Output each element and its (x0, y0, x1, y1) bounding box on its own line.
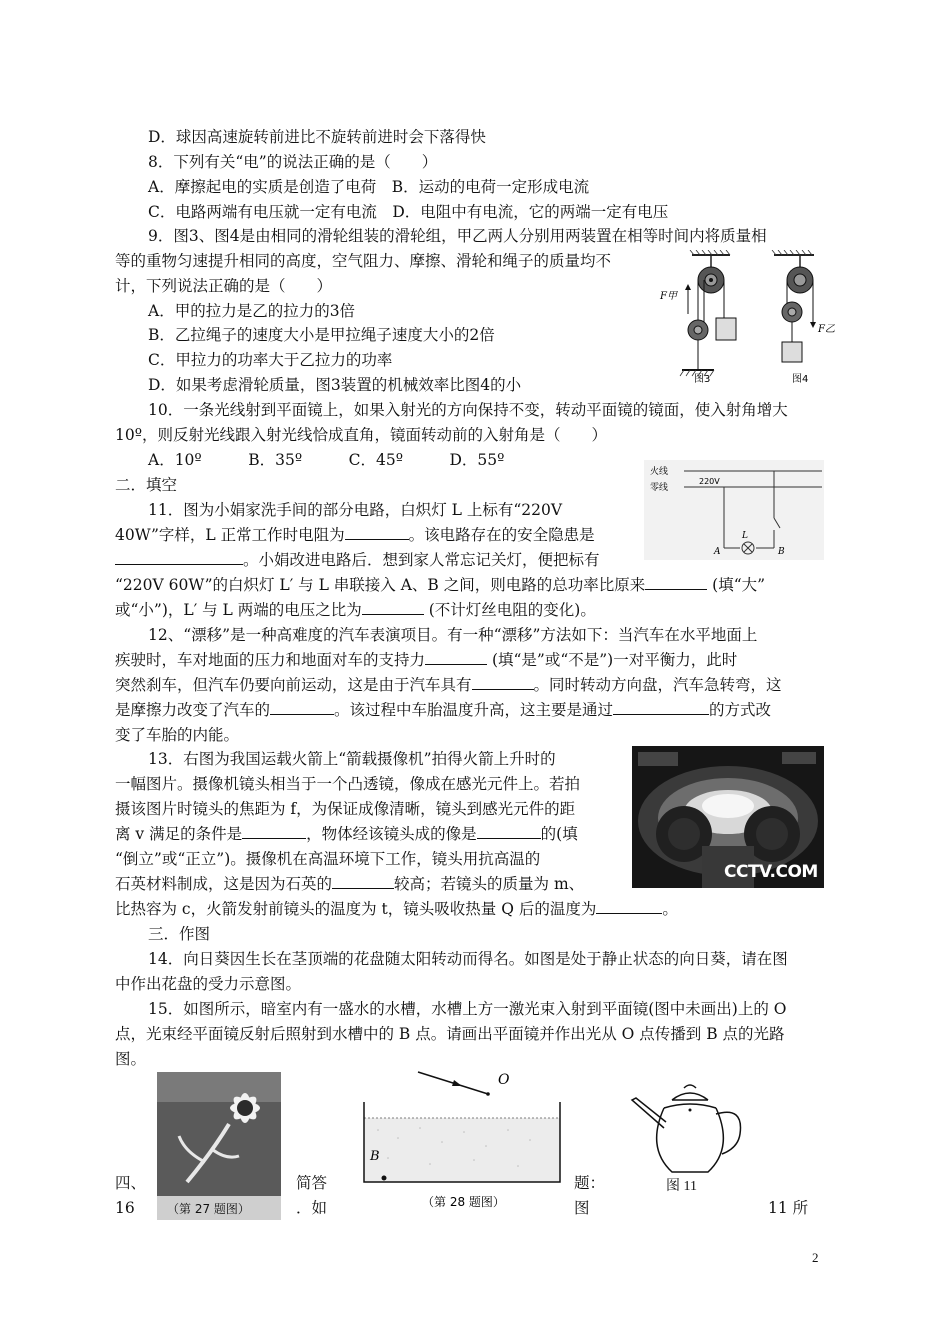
q11-line2-part2: 。该电路存在的安全隐患是 (408, 526, 595, 544)
point-b-water-label: B (370, 1149, 380, 1164)
force-jia-label: F甲 (660, 291, 677, 302)
q11-line4-part1: “220V 60W”的白炽灯 L′ 与 L 串联接入 A、B 之间，则电路的总功率比原来 (115, 576, 646, 594)
answer-blank[interactable] (613, 699, 709, 715)
q9-option-a: A．甲的拉力是乙的拉力的3倍 (148, 302, 356, 320)
q13-line7-part2: 。 (662, 900, 678, 918)
rocket-camera-image (632, 746, 824, 888)
fig3-caption: 图3 (694, 374, 711, 385)
fig28-caption: （第 28 题图） (422, 1195, 505, 1209)
q13-line6 (115, 873, 584, 895)
q14-line2: 中作出花盘的受力示意图。 (115, 975, 302, 993)
q11-line4-part2: (填“大” (707, 576, 766, 594)
q12-line4 (115, 699, 771, 721)
q15-line3: 图。 (115, 1050, 147, 1068)
q8-options-ab: A．摩擦起电的实质是创造了电荷 B．运动的电荷一定形成电流 (148, 178, 590, 196)
q12-line5: 变了车胎的内能。 (115, 726, 240, 744)
q14-line1: 14．向日葵因生长在茎顶端的花盘随太阳转动而得名。如图是处于静止状态的向日葵，请在图 (148, 950, 788, 968)
q13-line4-part2: ，物体经该镜头成的像是 (306, 825, 477, 843)
answer-blank[interactable] (332, 873, 394, 889)
answer-blank[interactable] (477, 823, 541, 839)
q13-line1: 13．右图为我国运载火箭上“箭载摄像机”拍得火箭上升时的 (148, 750, 556, 768)
q12-line2-part1: 疾驶时，车对地面的压力和地面对车的支持力 (115, 651, 426, 669)
q13-line7 (115, 898, 678, 920)
q13-line7-part1: 比热容为 c，火箭发射前镜头的温度为 t，镜头吸收热量 Q 后的温度为 (115, 900, 597, 918)
q12-line4-part2: 。该过程中车胎温度升高，这主要是通过 (334, 701, 614, 719)
q11-line5 (115, 599, 596, 621)
q16-part3: 图 (574, 1199, 590, 1217)
q12-line3-part2: 。同时转动方向盘，汽车急转弯，这 (533, 676, 782, 694)
q10-stem-line1: 10．一条光线射到平面镜上，如果入射光的方向保持不变，转动平面镜的镜面，使入射角增大 (148, 401, 788, 419)
q11-line5-part2: (不计灯丝电阻的变化)。 (423, 601, 596, 619)
section-short-answer-part3: 题： (574, 1174, 606, 1192)
page-number: 2 (812, 1250, 819, 1265)
fig27-caption: （第 27 题图） (167, 1202, 250, 1216)
lamp-label: L (742, 531, 748, 541)
pulley-figures (652, 250, 842, 390)
q16-part4: 11 所 (768, 1199, 809, 1217)
section-fill-in-heading: 二．填空 (115, 476, 178, 494)
q9-option-b: B．乙拉绳子的速度大小是甲拉绳子速度大小的2倍 (148, 326, 495, 344)
q7-option-d: D．球因高速旋转前进比不旋转前进时会下落得快 (148, 128, 486, 146)
answer-blank[interactable] (362, 599, 424, 615)
q16-number: 16 (115, 1199, 135, 1217)
water-tank-figure (358, 1068, 574, 1218)
point-a-label: A (714, 547, 721, 557)
q9-stem-line2: 等的重物匀速提升相同的高度，空气阻力、摩擦、滑轮和绳子的质量均不 (115, 252, 612, 270)
q15-line2: 点，光束经平面镜反射后照射到水槽中的 B 点。请画出平面镜并作出光从 O 点传播到 B 点的光路 (115, 1025, 785, 1043)
section-short-answer-part1: 四、 (115, 1174, 147, 1192)
q9-stem-line1: 9．图3、图4是由相同的滑轮组装的滑轮组，甲乙两人分别用两装置在相等时间内将质量相 (148, 227, 767, 245)
live-wire-label: 火线 (650, 467, 669, 477)
answer-blank[interactable] (115, 549, 243, 565)
q10-stem-line2: 10º，则反射光线跟入射光线恰成直角，镜面转动前的入射角是（ ） (115, 426, 608, 444)
answer-blank[interactable] (596, 898, 662, 914)
circuit-figure (644, 460, 824, 560)
answer-blank[interactable] (242, 823, 306, 839)
q16-part2: ．如 (296, 1199, 328, 1217)
q8-stem: 8．下列有关“电”的说法正确的是（ ） (148, 153, 438, 171)
q10-options: A．10º B．35º C．45º D．55º (148, 451, 505, 469)
cctv-logo: CCTV.COM (724, 862, 818, 882)
q13-line4-part3: 的(填 (540, 825, 578, 843)
answer-blank[interactable] (645, 574, 707, 590)
q11-line2-part1: 40W”字样，L 正常工作时电阻为 (115, 526, 345, 544)
q12-line3 (115, 674, 782, 696)
q13-line2: 一幅图片。摄像机镜头相当于一个凸透镜，像成在感光元件上。若拍 (115, 775, 581, 793)
q13-line4-part1: 离 v 满足的条件是 (115, 825, 243, 843)
q12-line3-part1: 突然刹车，但汽车仍要向前运动，这是由于汽车具有 (115, 676, 472, 694)
q12-line2-part2: (填“是”或“不是”)一对平衡力，此时 (487, 651, 738, 669)
q12-line4-part1: 是摩擦力改变了汽车的 (115, 701, 271, 719)
q13-line6-part2: 较高；若镜头的质量为 m、 (394, 875, 585, 893)
point-b-label: B (778, 547, 785, 557)
q12-line2 (115, 649, 737, 671)
q13-line4 (115, 823, 578, 845)
q11-line3 (115, 549, 600, 571)
q12-line1: 12、“漂移”是一种高难度的汽车表演项目。有一种“漂移”方法如下：当汽车在水平地面上 (148, 626, 758, 644)
fig4-caption: 图4 (792, 374, 809, 385)
q11-line2 (115, 524, 595, 546)
fig11-caption: 图 11 (666, 1179, 697, 1194)
q9-stem-line3: 计，下列说法正确的是（ ） (115, 277, 333, 295)
answer-blank[interactable] (345, 524, 409, 540)
answer-blank[interactable] (425, 649, 487, 665)
q11-line5-part1: 或“小”)，L′ 与 L 两端的电压之比为 (115, 601, 362, 619)
q13-line3: 摄该图片时镜头的焦距为 f，为保证成像清晰，镜头到感光元件的距 (115, 800, 576, 818)
answer-blank[interactable] (472, 674, 534, 690)
answer-blank[interactable] (270, 699, 334, 715)
voltage-label: 220V (699, 477, 720, 486)
q15-line1: 15．如图所示，暗室内有一盛水的水槽，水槽上方一激光束入射到平面镜(图中未画出)上的 O (148, 1000, 787, 1018)
q13-line6-part1: 石英材料制成，这是因为石英的 (115, 875, 333, 893)
q11-line3-text: 。小娟改进电路后．想到家人常忘记关灯，便把标有 (243, 551, 600, 569)
q13-line5: “倒立”或“正立”)。摄像机在高温环境下工作，镜头用抗高温的 (115, 850, 541, 868)
section-drawing-heading: 三．作图 (148, 925, 211, 943)
q9-option-d: D．如果考虑滑轮质量，图3装置的机械效率比图4的小 (148, 376, 522, 394)
q11-line4 (115, 574, 765, 596)
neutral-wire-label: 零线 (650, 483, 669, 493)
q9-option-c: C．甲拉力的功率大于乙拉力的功率 (148, 351, 393, 369)
sunflower-figure (157, 1072, 281, 1220)
q11-line1: 11．图为小娟家洗手间的部分电路，白炽灯 L 上标有“220V (148, 501, 563, 519)
q8-options-cd: C．电路两端有电压就一定有电流 D．电阻中有电流，它的两端一定有电压 (148, 203, 669, 221)
point-o-label: O (498, 1072, 510, 1088)
q12-line4-part3: 的方式改 (709, 701, 772, 719)
section-short-answer-part2: 简答 (296, 1174, 328, 1192)
force-yi-label: F乙 (818, 324, 835, 335)
